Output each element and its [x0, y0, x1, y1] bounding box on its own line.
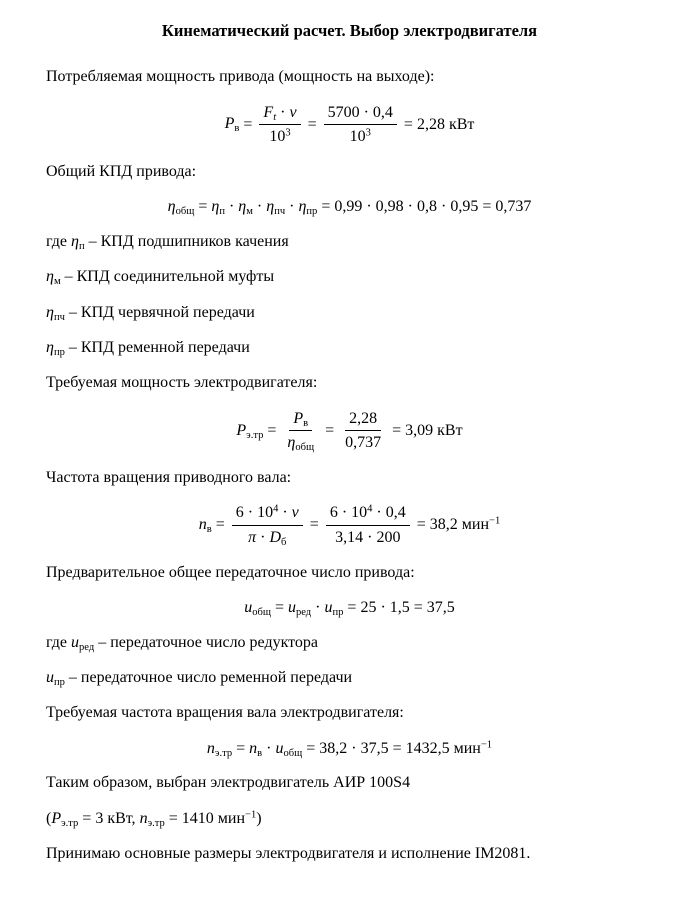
- formula: $n_{э.тр} = n_в \cdot u_{общ} = 38,2 \cdot 37,5 = 1432,5$ мин$^{-1}$: [206, 739, 493, 759]
- paragraph: где $u_{ред}$ – передаточное число редуктора: [46, 633, 319, 653]
- paragraph: Предварительное общее передаточное число привода:: [46, 563, 415, 581]
- paragraph: ($P_{э.тр} = 3$ кВт, $n_{э.тр} = 1410$ мин$^{-1}$): [46, 809, 262, 829]
- paragraph: $\eta_{пч}$ – КПД червячной передачи: [46, 303, 255, 323]
- paragraph: где $\eta_п$ – КПД подшипников качения: [46, 232, 289, 252]
- paragraph: $u_{пр}$ – передаточное число ременной передачи: [46, 668, 353, 689]
- paragraph: Принимаю основные размеры электродвигателя и исполнение IM2081.: [46, 845, 531, 863]
- paragraph: Частота вращения приводного вала:: [46, 468, 292, 486]
- formula: $\eta_{общ} = \eta_п \cdot \eta_м \cdot \eta_{пч} \cdot \eta_{пр} = 0,99 \cdot 0,98 \cdot 0,8 \cdot 0,95 = 0,737$: [167, 198, 532, 218]
- paragraph: Таким образом, выбран электродвигатель АИР 100S4: [46, 774, 411, 792]
- paragraph: Потребляемая мощность привода (мощность на выходе):: [46, 68, 435, 86]
- fraction: $\frac{6 \cdot 10^4 \cdot v}{\pi \cdot D_б}$: [232, 502, 303, 548]
- fraction: $\frac{P_в}{\eta_{общ}}$: [287, 409, 315, 454]
- paragraph: Требуемая мощность электродвигателя:: [46, 374, 318, 392]
- fraction: $\frac{2,28}{0,737}$: [345, 409, 382, 452]
- paragraph: $\eta_м$ – КПД соединительной муфты: [46, 268, 275, 288]
- formula: $n_в$ = $\frac{6 \cdot 10^4 \cdot v}{\pi \cdot D_б}$ = $\frac{6 \cdot 10^4 \cdot 0,4}{3,14 \cdot 200}$ = 38,2 мин$^{-1}$: [198, 504, 501, 549]
- document-title: Кинематический расчет. Выбор электродвигателя: [161, 21, 538, 40]
- fraction: $\frac{F_t \cdot v}{10^3}$: [259, 102, 300, 148]
- document-content: [46, 66, 653, 865]
- formula: $P_{э.тр}$ = $\frac{P_в}{\eta_{общ}}$ = $\frac{2,28}{0,737}$ = 3,09 кВт: [236, 409, 463, 454]
- paragraph: Общий КПД привода:: [46, 162, 197, 180]
- paragraph: $\eta_{пр}$ – КПД ременной передачи: [46, 339, 250, 359]
- formula: $u_{общ} = u_{ред} \cdot u_{пр} = 25 \cdot 1,5 = 37,5$: [244, 598, 455, 619]
- fraction: $\frac{5700 \cdot 0,4}{10^3}$: [324, 102, 397, 148]
- formula: $P_в$ = $\frac{F_t \cdot v}{10^3}$ = $\frac{5700 \cdot 0,4}{10^3}$ = 2,28 кВт: [46, 102, 653, 148]
- paragraph: Требуемая частота вращения вала электродвигателя:: [46, 704, 404, 722]
- fraction: $\frac{6 \cdot 10^4 \cdot 0,4}{3,14 \cdot 200}$: [326, 502, 410, 548]
